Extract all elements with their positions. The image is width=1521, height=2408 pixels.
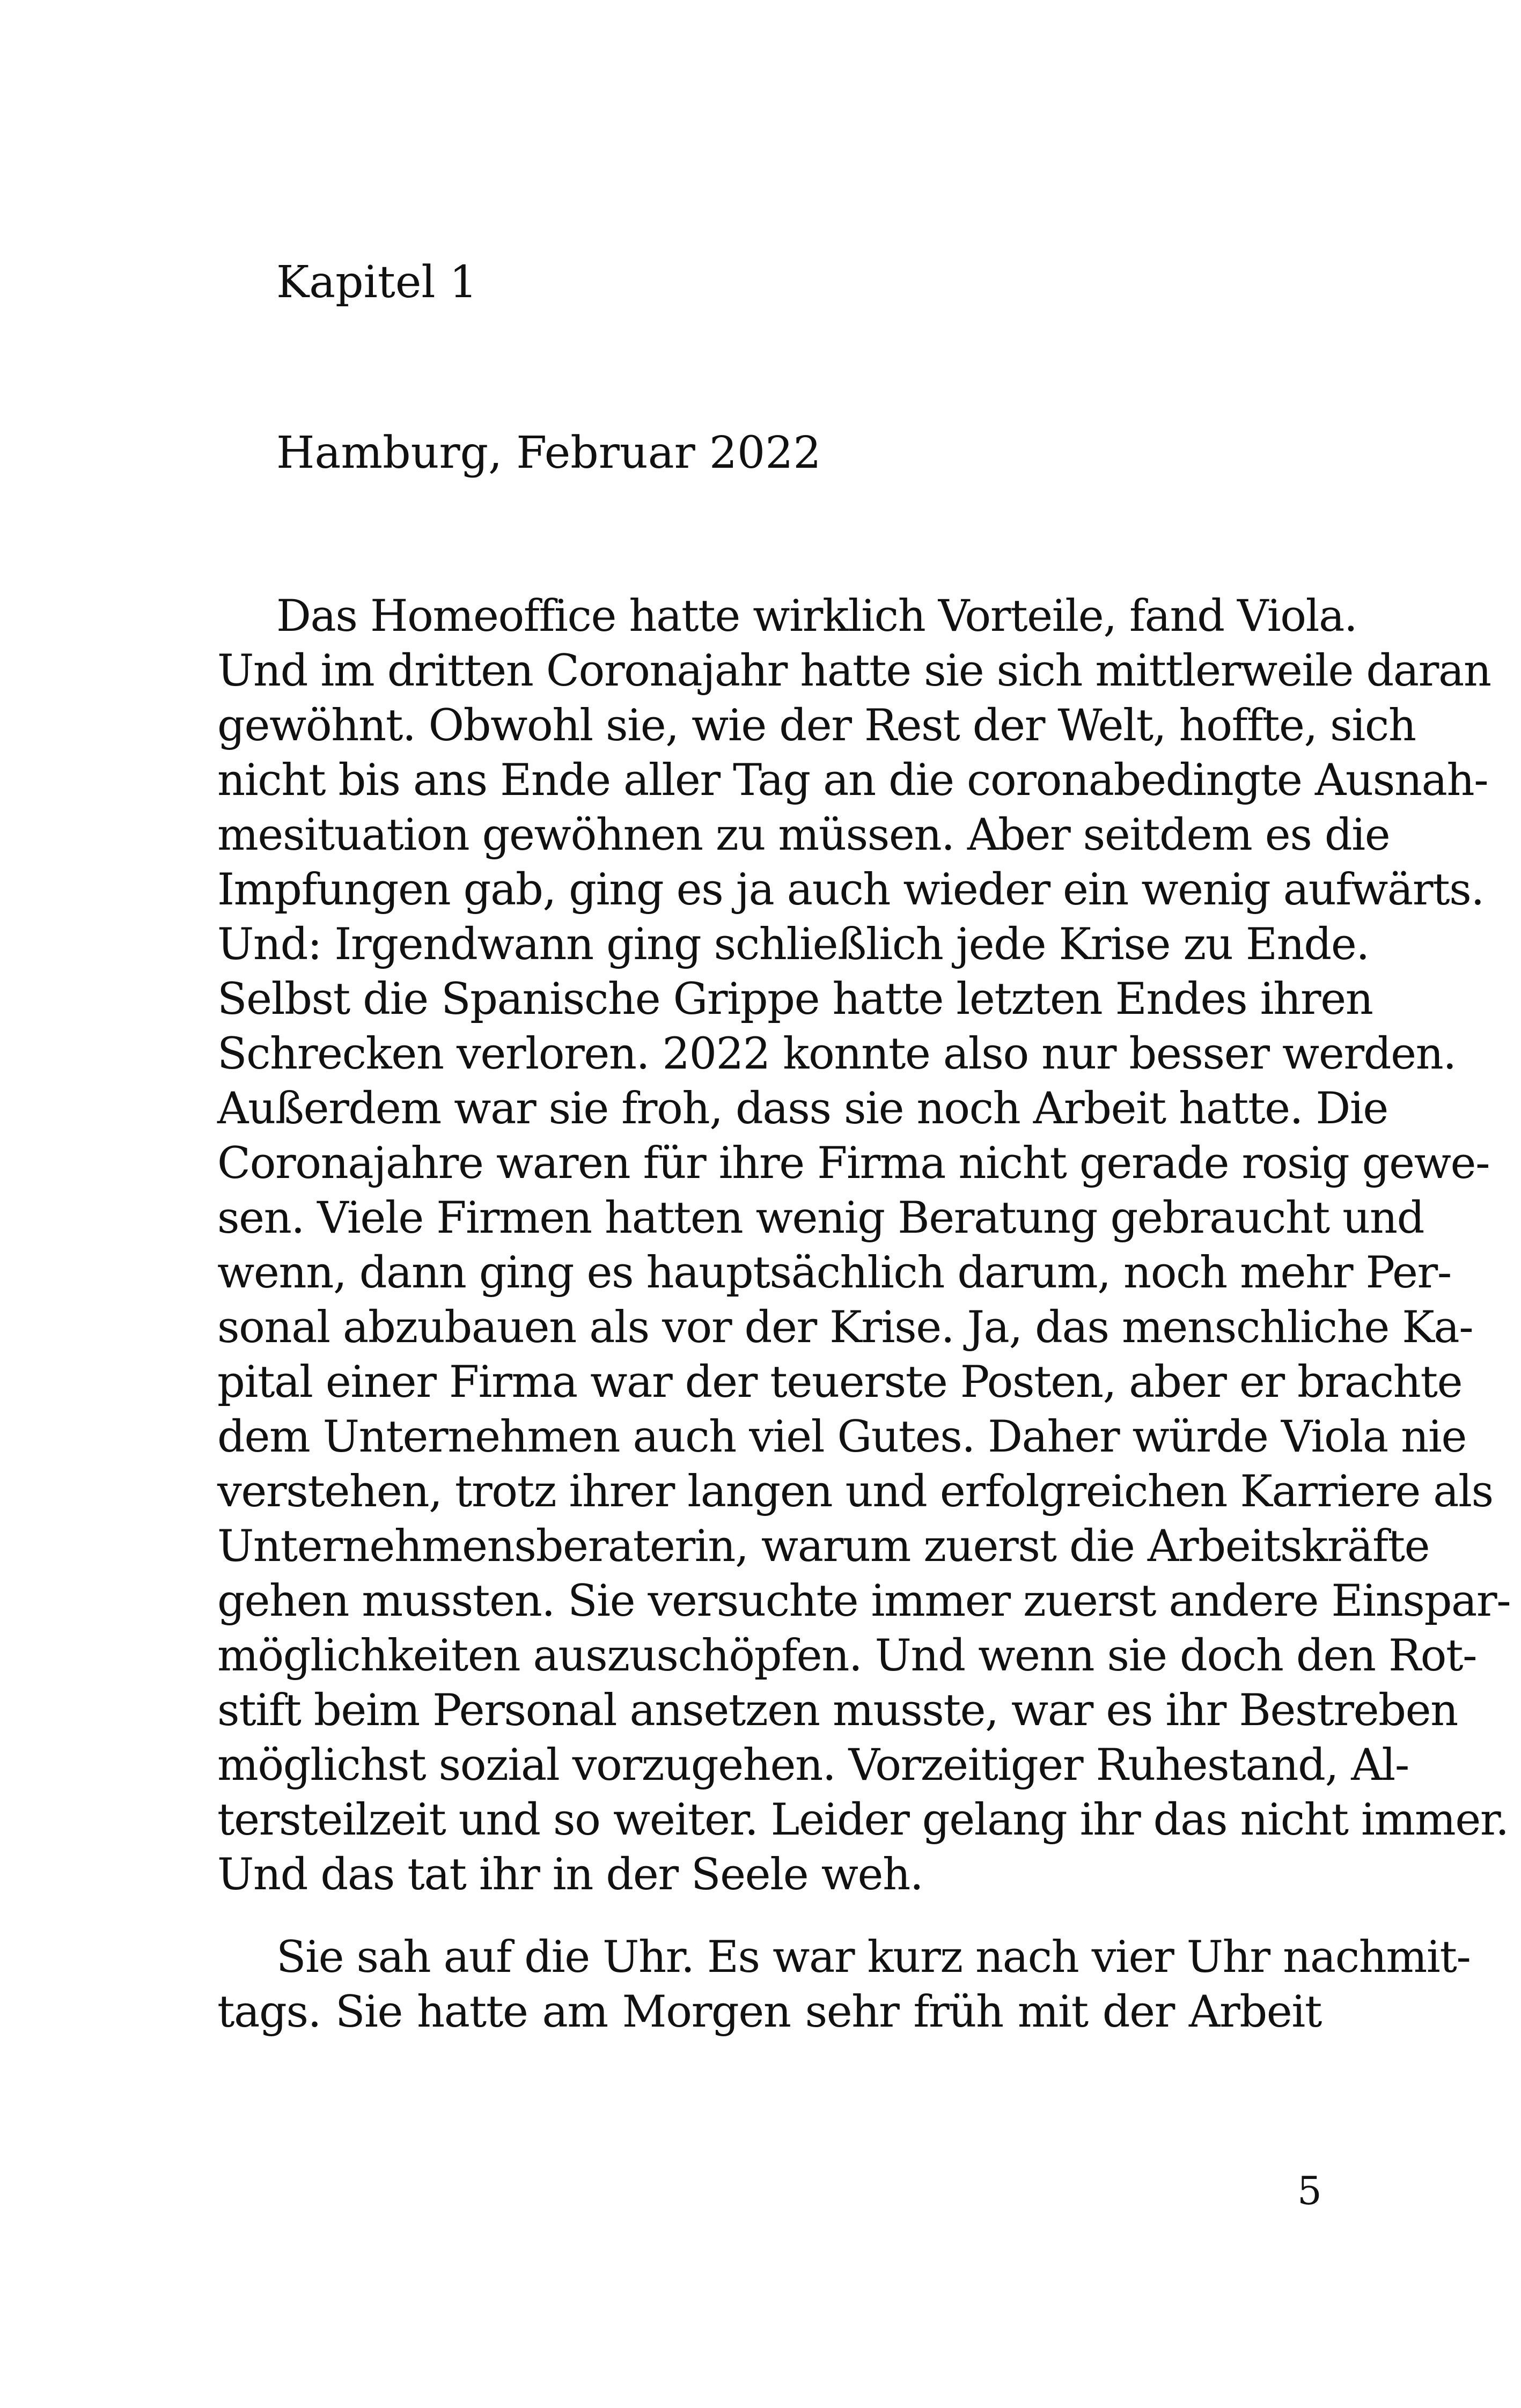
text-line: Sie sah auf die Uhr. Es war kurz nach vier Uhr nachmit- <box>276 1932 1471 1983</box>
text-line: Und im dritten Coronajahr hatte sie sich mittlerweile daran <box>217 646 1491 696</box>
text-line: Selbst die Spanische Grippe hatte letzten Endes ihren <box>217 974 1373 1025</box>
place-date-heading: Hamburg, Februar 2022 <box>276 428 821 478</box>
text-line: Das Homeoffice hatte wirklich Vorteile, fand Viola. <box>276 591 1357 642</box>
text-line: gehen mussten. Sie versuchte immer zuerst andere Einspar- <box>217 1576 1511 1626</box>
text-line: verstehen, trotz ihrer langen und erfolgreichen Karriere als <box>217 1467 1493 1517</box>
text-line: stift beim Personal ansetzen musste, war es ihr Bestreben <box>217 1685 1458 1736</box>
chapter-title: Kapitel 1 <box>276 257 477 308</box>
paragraph-gap <box>217 1902 1321 1930</box>
text-line: gewöhnt. Obwohl sie, wie der Rest der Welt, hoffte, sich <box>217 701 1416 751</box>
text-line: tags. Sie hatte am Morgen sehr früh mit der Arbeit <box>217 1987 1321 2037</box>
page-number: 5 <box>1297 2168 1322 2213</box>
text-line: tersteilzeit und so weiter. Leider gelang ihr das nicht immer. <box>217 1795 1509 1845</box>
text-line: möglichst sozial vorzugehen. Vorzeitiger Ruhestand, Al- <box>217 1740 1409 1791</box>
text-line: Außerdem war sie froh, dass sie noch Arbeit hatte. Die <box>217 1084 1388 1134</box>
text-line: mesituation gewöhnen zu müssen. Aber seitdem es die <box>217 810 1390 860</box>
text-line: Und: Irgendwann ging schließlich jede Krise zu Ende. <box>217 919 1369 970</box>
text-line: dem Unternehmen auch viel Gutes. Daher würde Viola nie <box>217 1412 1466 1462</box>
text-line: pital einer Firma war der teuerste Posten, aber er brachte <box>217 1357 1463 1408</box>
text-line: sonal abzubauen als vor der Krise. Ja, das menschliche Ka- <box>217 1302 1473 1353</box>
text-line: Coronajahre waren für ihre Firma nicht gerade rosig gewe- <box>217 1138 1490 1189</box>
text-line: Und das tat ihr in der Seele weh. <box>217 1850 923 1900</box>
text-line: wenn, dann ging es hauptsächlich darum, noch mehr Per- <box>217 1248 1451 1298</box>
text-line: Impfungen gab, ging es ja auch wieder ein wenig aufwärts. <box>217 865 1484 915</box>
text-line: sen. Viele Firmen hatten wenig Beratung gebraucht und <box>217 1193 1424 1243</box>
text-line: Schrecken verloren. 2022 konnte also nur besser werden. <box>217 1029 1456 1079</box>
text-line: nicht bis ans Ende aller Tag an die coronabedingte Ausnah- <box>217 755 1488 806</box>
text-line: Unternehmensberaterin, warum zuerst die Arbeitskräfte <box>217 1521 1430 1572</box>
body-text <box>217 589 1511 2039</box>
text-line: möglichkeiten auszuschöpfen. Und wenn sie doch den Rot- <box>217 1631 1477 1681</box>
